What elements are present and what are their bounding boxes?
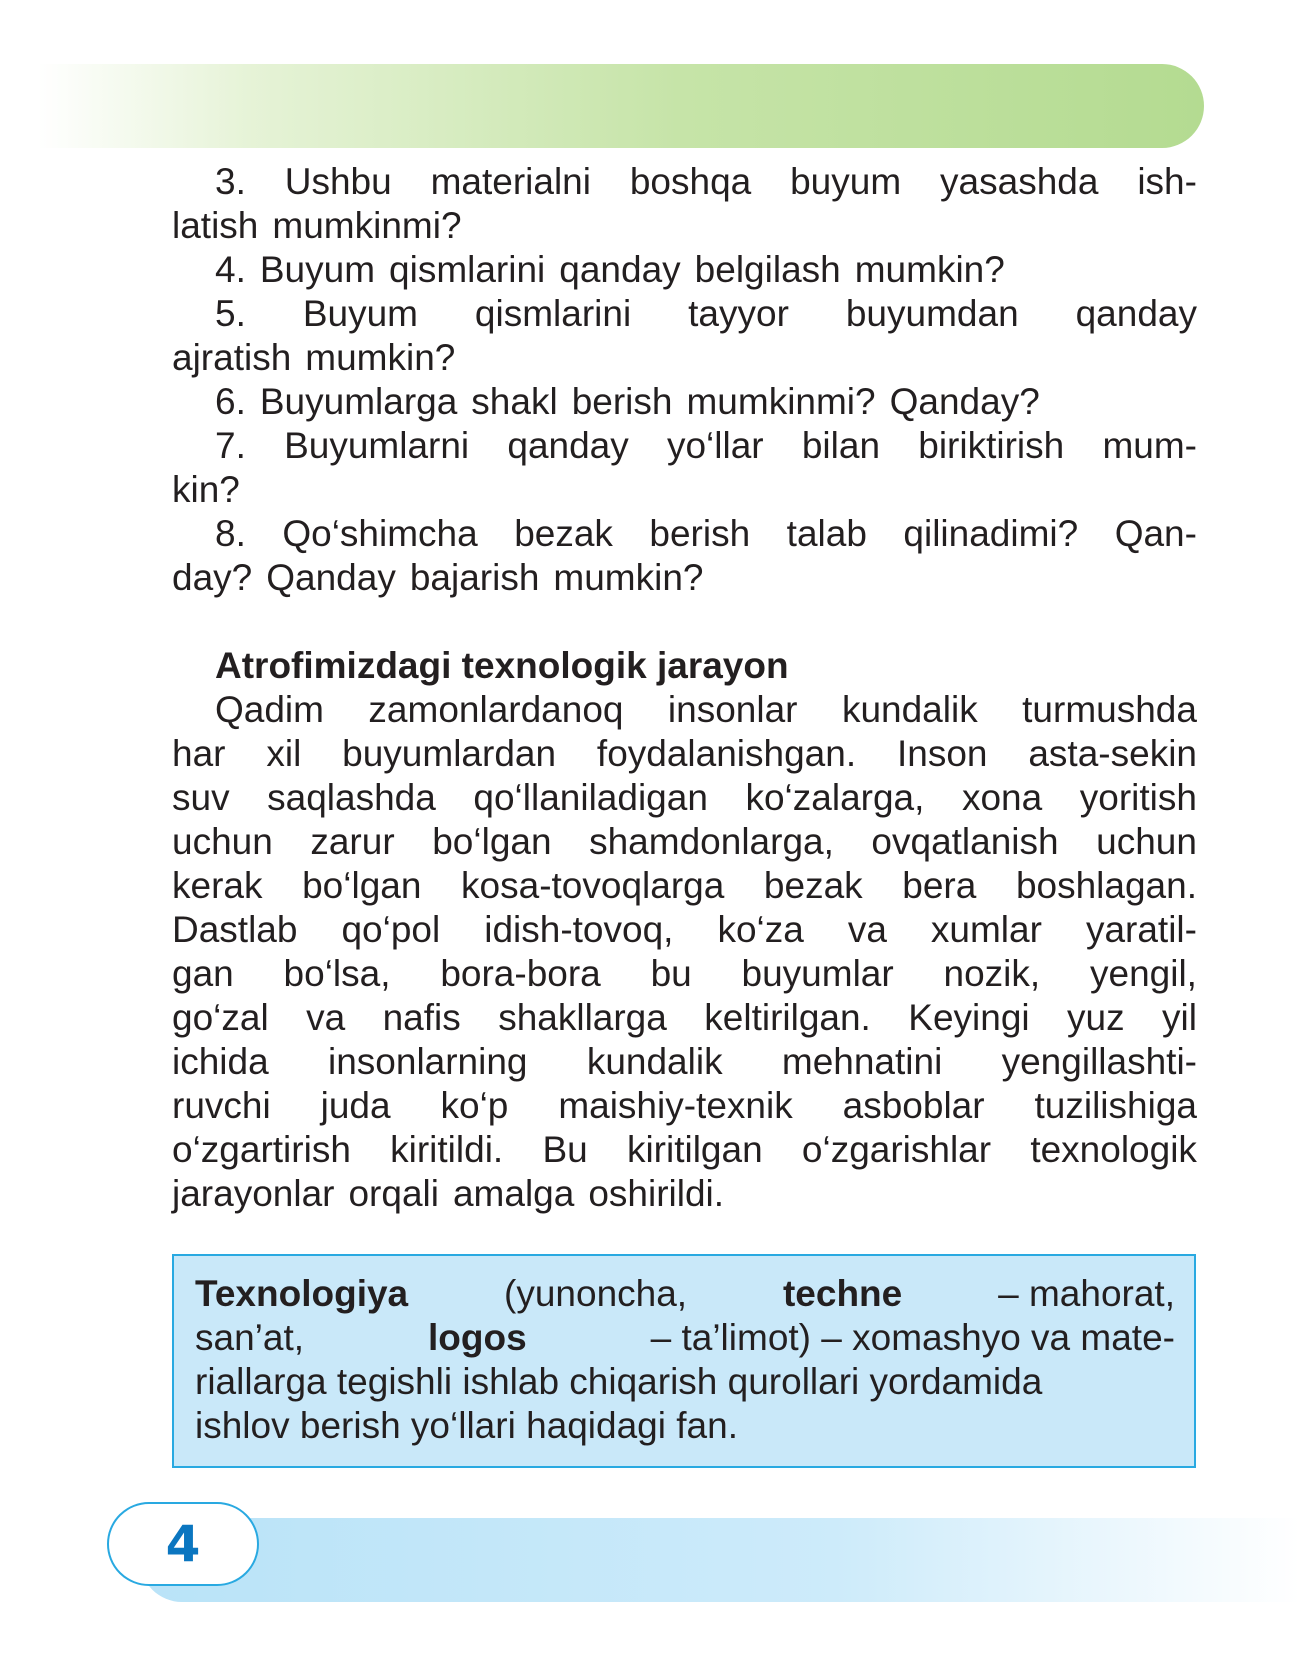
definition-text: riallarga tegishli ishlab chiqarish qurollari yordamida: [195, 1361, 1043, 1402]
definition-line: [195, 1316, 1175, 1360]
definition-term-techne: techne: [782, 1273, 903, 1314]
question-line: latish mumkinmi?: [172, 205, 462, 246]
definition-box: [172, 1254, 1196, 1468]
paragraph-line: jarayonlar orqali amalga oshirildi.: [172, 1173, 725, 1214]
definition-line: [195, 1360, 1175, 1404]
paragraph-line: go‘zal va nafis shakllarga keltirilgan. Keyingi yuz yil: [172, 997, 1197, 1038]
question-line: kin?: [172, 469, 240, 510]
paragraph-line: o‘zgartirish kiritildi. Bu kiritilgan o‘zgarishlar texnologik: [172, 1129, 1197, 1170]
definition-text: san’at,: [195, 1317, 305, 1358]
paragraph-line: uchun zarur bo‘lgan shamdonlarga, ovqatlanish uchun: [172, 821, 1197, 862]
top-header-band: [38, 64, 1204, 148]
footer-band: [140, 1518, 1300, 1602]
paragraph-line: kerak bo‘lgan kosa-tovoqlarga bezak bera boshlagan.: [172, 865, 1197, 906]
paragraph-line: ruvchi juda ko‘p maishiy-texnik asboblar tuzilishiga: [172, 1085, 1197, 1126]
section-heading: Atrofimizdagi texnologik jarayon: [215, 645, 789, 686]
paragraph-line: gan bo‘lsa, bora-bora bu buyumlar nozik, yengil,: [172, 953, 1197, 994]
definition-term: Texnologiya: [195, 1273, 409, 1314]
definition-text: (yunoncha,: [504, 1273, 688, 1314]
question-line: 7. Buyumlarni qanday yo‘llar bilan biriktirish mum-: [215, 425, 1197, 466]
page-number: 4: [165, 1515, 201, 1573]
question-line: 6. Buyumlarga shakl berish mumkinmi? Qanday?: [215, 381, 1040, 422]
definition-line: [195, 1404, 1175, 1448]
section-paragraph: [172, 688, 1197, 1216]
question-line: 3. Ushbu materialni boshqa buyum yasashda ish-: [215, 161, 1197, 202]
question-line: 4. Buyum qismlarini qanday belgilash mumkin?: [215, 249, 1005, 290]
definition-text: – ta’limot) – xomashyo va mate-: [650, 1317, 1175, 1358]
page-number-badge: [107, 1502, 259, 1586]
definition-line: [195, 1272, 1175, 1316]
paragraph-line: ichida insonlarning kundalik mehnatini yengillashti-: [172, 1041, 1197, 1082]
paragraph-line: har xil buyumlardan foydalanishgan. Inson asta-sekin: [172, 733, 1197, 774]
definition-term-logos: logos: [427, 1317, 527, 1358]
question-line: day? Qanday bajarish mumkin?: [172, 557, 704, 598]
page-content: [172, 160, 1197, 1216]
paragraph-line: suv saqlashda qo‘llaniladigan ko‘zalarga, xona yoritish: [172, 777, 1197, 818]
definition-text: ishlov berish yo‘llari haqidagi fan.: [195, 1405, 738, 1446]
question-line: ajratish mumkin?: [172, 337, 456, 378]
question-line: 8. Qo‘shimcha bezak berish talab qilinadimi? Qan-: [215, 513, 1197, 554]
paragraph-line: Qadim zamonlardanoq insonlar kundalik turmushda: [215, 689, 1197, 730]
question-line: 5. Buyum qismlarini tayyor buyumdan qanday: [215, 293, 1197, 334]
paragraph-line: Dastlab qo‘pol idish-tovoq, ko‘za va xumlar yaratil-: [172, 909, 1197, 950]
questions-list: [172, 160, 1197, 600]
definition-text: – mahorat,: [998, 1273, 1175, 1314]
